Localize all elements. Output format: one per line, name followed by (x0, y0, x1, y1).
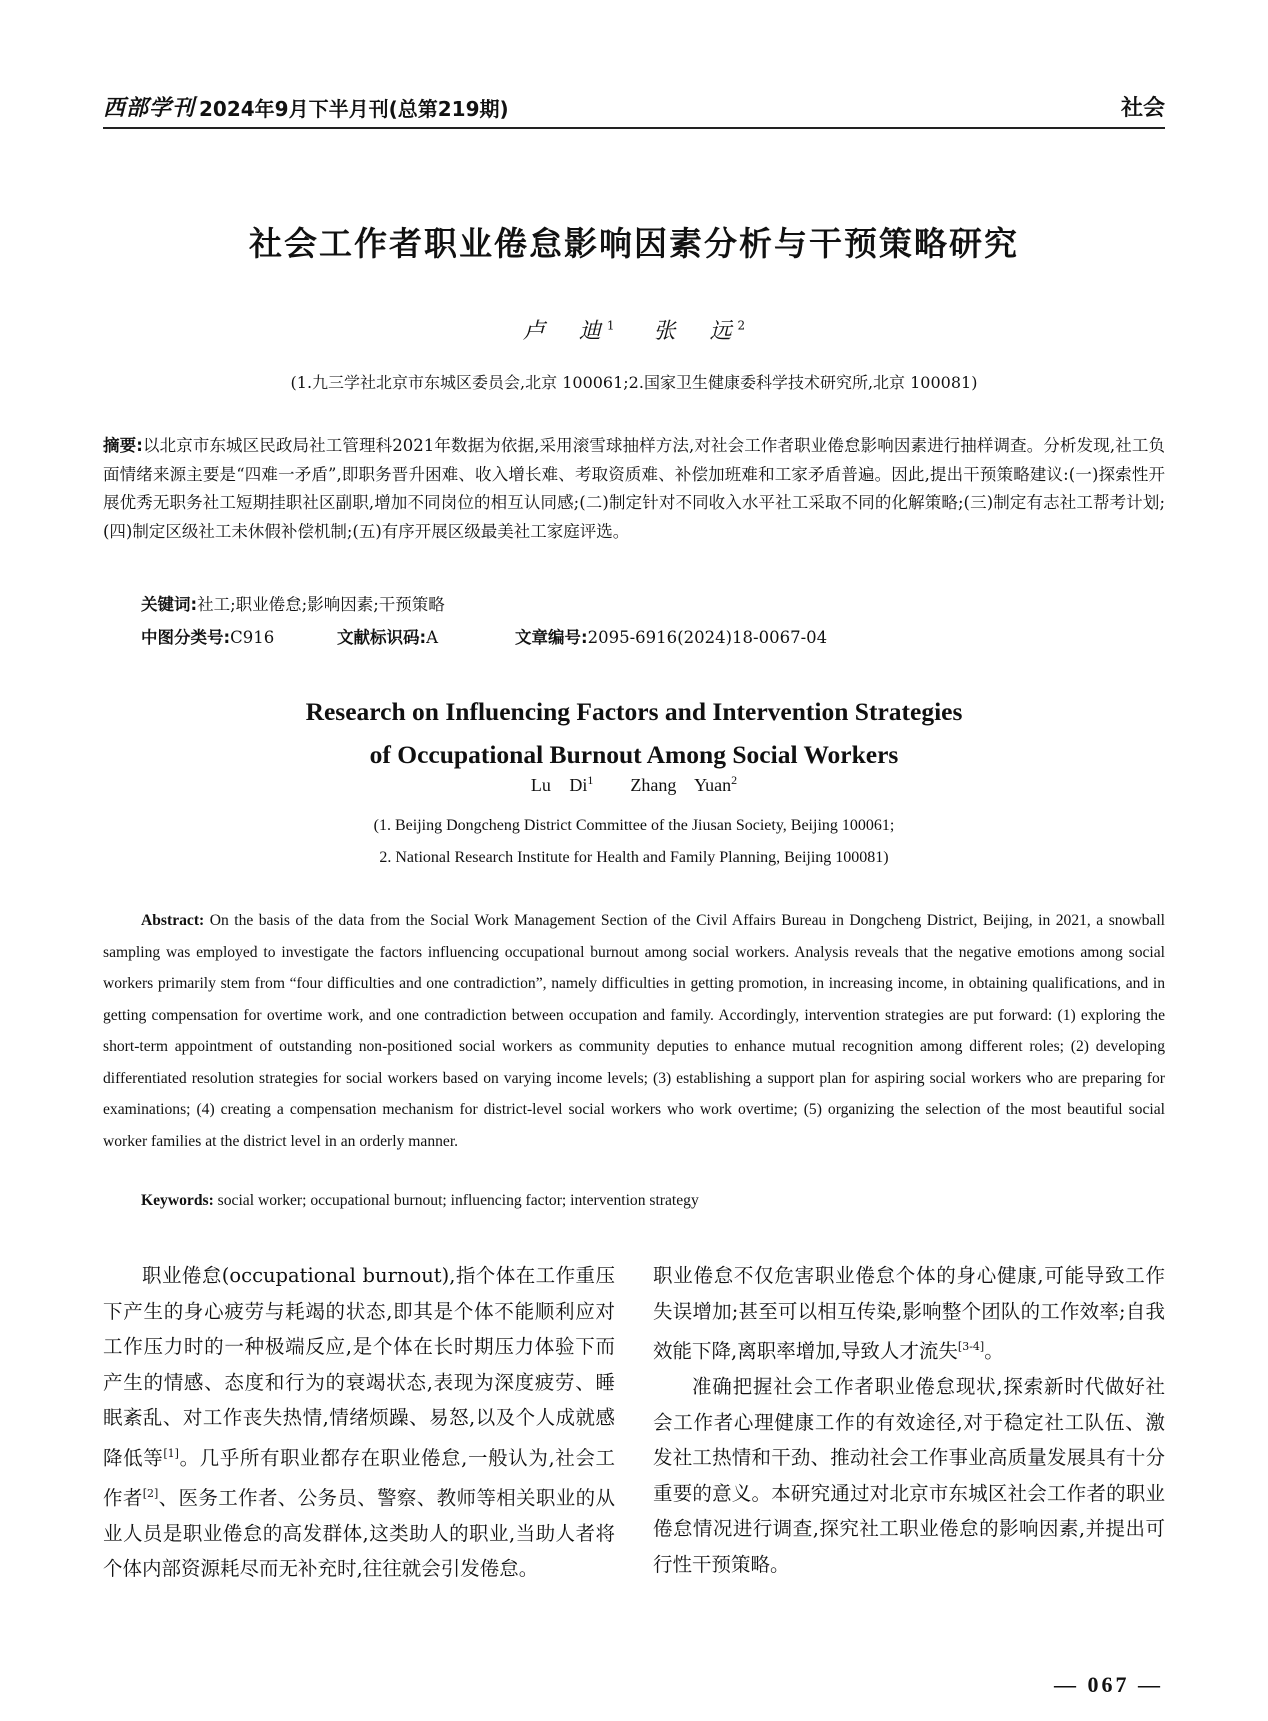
body-text: 职业倦怠(occupational burnout),指个体在工作重压下产生的身心疲劳与耗竭的状态,即其是个体不能顺利应对工作压力时的一种极端反应,是个体在长时期压力体验下而产生的情感、态度和行为的衰竭状态,表现为深度疲劳、睡眠紊乱、对工作丧失热情,情绪烦躁、易怒,以及个人成就感降低等 (103, 1264, 615, 1469)
header-rule (103, 127, 1165, 129)
author-name: Zhang Yuan (630, 775, 732, 795)
keywords-label: 关键词: (141, 595, 198, 614)
body-paragraph (653, 1258, 1165, 1369)
affiliation-english-line: 2. National Research Institute for Health and Family Planning, Beijing 100081) (379, 849, 889, 866)
affiliation-english (0, 810, 1268, 874)
title-english-line: Research on Influencing Factors and Intervention Strategies (305, 697, 963, 726)
header-left (103, 91, 509, 122)
article-number (515, 624, 827, 648)
article-label: 文章编号: (515, 628, 588, 647)
author-name: Lu Di (530, 775, 588, 795)
affiliation-english-line: (1. Beijing Dongcheng District Committee of the Jiusan Society, Beijing 100061; (373, 817, 895, 834)
title-chinese: 社会工作者职业倦怠影响因素分析与干预策略研究 (249, 224, 1019, 263)
body-paragraph: 准确把握社会工作者职业倦怠现状,探索新时代做好社会工作者心理健康工作的有效途径,对于稳定社工队伍、激发社工热情和干劲、推动社会工作事业高质量发展具有十分重要的意义。本研究通过对北京市东城区社会工作者的职业倦怠情况进行调查,探究社工职业倦怠的影响因素,并提出可行性干预策略。 (653, 1375, 1165, 1576)
classification-line (141, 624, 1165, 648)
abstract-chinese (103, 432, 1165, 546)
citation-mark: [2] (142, 1486, 159, 1500)
keywords-chinese (141, 591, 1165, 615)
author-affiliation-mark: 1 (606, 318, 615, 333)
abstract-label: Abstract: (141, 912, 205, 929)
body-column-left (103, 1258, 615, 1587)
body-text: 。 (984, 1339, 1004, 1363)
body-text: 职业倦怠不仅危害职业倦怠个体的身心健康,可能导致工作失误增加;甚至可以相互传染,影响整个团队的工作效率;自我效能下降,离职率增加,导致人才流失 (653, 1264, 1165, 1363)
author-affiliation-mark: 2 (731, 773, 738, 787)
citation-mark: [3-4] (957, 1340, 985, 1353)
body-column-right (653, 1258, 1165, 1582)
author-affiliation-mark: 2 (737, 318, 746, 333)
affiliation-chinese: (1.九三学社北京市东城区委员会,北京 100061;2.国家卫生健康委科学技术研究所,北京 100081) (290, 373, 978, 392)
issue-info: 2024年9月下半月刊(总第219期) (199, 97, 509, 121)
page-number: — 067 — (1054, 1672, 1163, 1697)
author-name: 张 远 (653, 319, 738, 344)
body-text: 。几乎所有职业都存在职业倦怠,一般认为,社会工作者 (103, 1446, 615, 1509)
keywords-english (141, 1192, 1165, 1210)
author-name: 卢 迪 (522, 319, 607, 344)
keywords-text: social worker; occupational burnout; influencing factor; intervention strategy (217, 1192, 699, 1209)
citation-mark: [1] (163, 1446, 179, 1460)
authors-chinese (0, 314, 1268, 345)
title-english-line: of Occupational Burnout Among Social Workers (369, 740, 899, 769)
body-text: 、医务工作者、公务员、警察、教师等相关职业的从业人员是职业倦怠的高发群体,这类助人的职业,当助人者将个体内部资源耗尽而无补充时,往往就会引发倦怠。 (103, 1486, 615, 1580)
keywords-text: 社工;职业倦怠;影响因素;干预策略 (197, 595, 445, 614)
article-value: 2095-6916(2024)18-0067-04 (587, 628, 828, 647)
clc-value: C916 (230, 628, 275, 647)
title-english (0, 690, 1268, 776)
clc-number (141, 624, 337, 648)
running-header (103, 88, 1165, 122)
journal-logo: 西部学刊 (103, 95, 196, 121)
authors-english (0, 773, 1268, 796)
abstract-text: 以北京市东城区民政局社工管理科2021年数据为依据,采用滚雪球抽样方法,对社会工作者职业倦怠影响因素进行抽样调查。分析发现,社工负面情绪来源主要是“四难一矛盾”,即职务晋升困难、收入增长难、考取资质难、补偿加班难和工家矛盾普遍。因此,提出干预策略建议:(一)探索性开展优秀无职务社工短期挂职社区副职,增加不同岗位的相互认同感;(二)制定针对不同收入水平社工采取不同的化解策略;(三)制定有志社工帮考计划;(四)制定区级社工未休假补偿机制;(五)有序开展区级最美社工家庭评选。 (103, 436, 1165, 541)
abstract-text: On the basis of the data from the Social Work Management Section of the Civil Affairs Bureau in Dongcheng District, Beijing, in 2021, a snowball sampling was employed to investigate the factors influencing occupational burnout among social workers. Analysis reveals that the negative emotions among social workers primarily stem from “four difficulties and one contradiction”, namely difficulties in getting promotion, in increasing income, in obtaining qualifications, and in getting compensation for overtime work, and one contradiction between occupation and family. Accordingly, intervention strategies are put forward: (1) exploring the short-term appointment of outstanding non-positioned social workers as community deputies to enhance mutual recognition among different roles; (2) developing differentiated resolution strategies for social workers based on varying income levels; (3) establishing a support plan for aspiring social workers who are preparing for examinations; (4) creating a compensation mechanism for district-level social workers who work overtime; (5) organizing the selection of the most beautiful social worker families at the district level in an orderly manner. (103, 912, 1165, 1150)
document-code (337, 624, 515, 648)
author-affiliation-mark: 1 (587, 773, 594, 787)
doc-value: A (426, 628, 439, 647)
body-paragraph (103, 1258, 615, 1587)
abstract-label: 摘要: (103, 436, 143, 455)
keywords-label: Keywords: (141, 1192, 214, 1209)
doc-label: 文献标识码: (337, 628, 427, 647)
section-name: 社会 (1120, 96, 1165, 121)
abstract-english (103, 905, 1165, 1157)
clc-label: 中图分类号: (141, 628, 231, 647)
